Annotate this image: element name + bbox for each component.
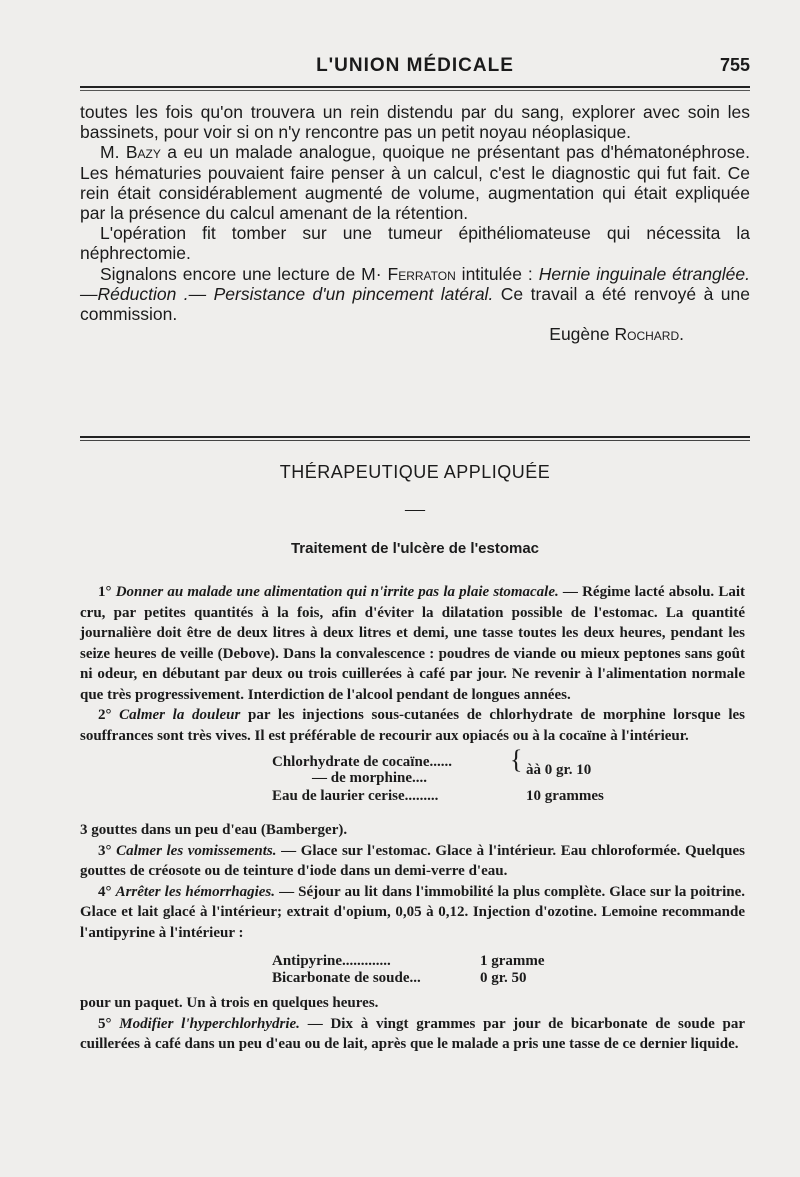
signature-first: Eugène [549,324,615,345]
running-head [80,55,750,85]
formula-line: Bicarbonate de soude... [272,970,421,986]
paragraph [80,142,750,223]
formula-line: Antipyrine............. [272,953,391,969]
author-name: Ferraton [387,263,456,284]
item-title: Modifier l'hyperchlorhydrie. [119,1015,300,1032]
item-number: 2° [98,707,120,723]
item-title: Donner au malade une alimentation qui n'irrite pas la plaie stomacale. [115,584,559,600]
section-rule-thin [80,440,750,441]
paragraph-text: a eu un malade analogue, quoique ne présentant pas d'hématonéphrose. Les hématuries pouvaient faire penser à un calcul, c'est le diagnostic qui fut fait. Ce rein était considérablement augmenté de volume, augmentation qui était expliquée par la présence du calcul amenant de la rétention. [80,142,750,224]
section-rule [80,436,750,438]
paragraph [80,841,745,882]
paragraph-text: — Régime lacté absolu. Lait cru, par petites quantités à la fois, afin d'éviter la dilatation possible de l'estomac. La quantité journalière doit être de deux litres à deux litres et demi, une tasse toutes les deux heures, pendant les seize heures de veille (Debove). Dans la convalescence : poudres de viande ou mieux peptones sans goût ni odeur, en débutant par deux ou trois cuillerées à café par jour. Ne revenir à l'alimentation normale que très progressivement. Interdiction de l'alcool pendant de longues années. [80,584,746,703]
paragraph: 3 gouttes dans un peu d'eau (Bamberger). [80,822,348,838]
journal-title: L'UNION MÉDICALE [316,55,514,76]
item-number: 1° [98,584,116,600]
header-rule-thin [80,90,750,91]
paragraph [80,1014,745,1055]
paragraph: L'opération fit tomber sur une tumeur épithéliomateuse qui nécessita la néphrectomie. [80,223,750,264]
paragraph: toutes les fois qu'on trouvera un rein distendu par du sang, explorer avec soin les bassinets, pour voir si on n'y rencontre pas un petit noyau néoplasique. [80,102,750,143]
lecture-title: Hernie inguinale étranglée. —Réduction .— Persistance d'un pincement latéral. [80,263,751,304]
paragraph [80,882,745,944]
article-title: Traitement de l'ulcère de l'estomac [290,540,540,557]
paragraph-text: — Glace sur l'estomac. Glace à l'intérieur. Eau chloroformée. Quelques gouttes de créosote ou de teinture d'iode dans un demi-verre d'eau. [80,842,746,879]
prescription-formula [80,943,745,989]
paragraph-text: Signalons encore une lecture de M· [100,263,388,284]
paragraph [80,582,745,705]
item-title: Calmer les vomissements. [116,842,277,859]
formula-line: — de morphine.... [312,770,428,786]
formula-dose: 10 grammes [526,788,604,804]
item-number: 3° [98,842,117,859]
brace: { [510,745,523,774]
section-dash: — [405,498,425,520]
formula-dose: 0 gr. 50 [480,970,527,986]
paragraph-text: intitulée : [455,263,539,284]
formula-dose: 1 gramme [480,953,545,969]
page-number: 755 [719,55,750,75]
item-number: 5° [98,1015,120,1032]
paragraph [80,264,750,325]
formula-line: Chlorhydrate de cocaïne...... [272,754,452,770]
item-number: 4° [98,883,116,900]
signature [80,324,750,344]
therapeutic-article [80,582,745,1055]
item-title: Arrêter les hémorrhagies. [115,883,276,900]
paragraph-text: — Dix à vingt grammes par jour de bicarbonate de soude par cuillerées à café dans un peu d'eau ou de lait, après que le malade a pris une tasse de ce dernier liquide. [80,1015,745,1052]
section-title: THÉRAPEUTIQUE APPLIQUÉE [279,462,551,482]
formula-line: Eau de laurier cerise......... [272,788,439,804]
signature-last: Rochard. [614,324,684,345]
formula-dose: àà 0 gr. 10 [526,762,592,778]
paragraph [80,705,745,746]
paragraph-text: — Séjour au lit dans l'immobilité la plus complète. Glace sur la poitrine. Glace et lait glacé à l'intérieur; extrait d'opium, 0,05 à 0,12. Injection d'ozotine. Lemoine recommande l'antipyrine à l'intérieur : [80,883,746,941]
paragraph-text: Ce travail a été renvoyé à une commission. [80,283,750,325]
paragraph: pour un paquet. Un à trois en quelques heures. [80,995,379,1011]
article-continuation [80,102,750,344]
item-title: Calmer la douleur [119,707,241,723]
header-rule [80,86,750,88]
prescription-formula [80,746,745,808]
paragraph-text: par les injections sous-cutanées de chlorhydrate de morphine lorsque les souffrances sont très vives. Il est préférable de recourir aux opiacés ou à la cocaïne à l'intérieur. [80,707,745,744]
author-name: M. Bazy [100,142,161,163]
